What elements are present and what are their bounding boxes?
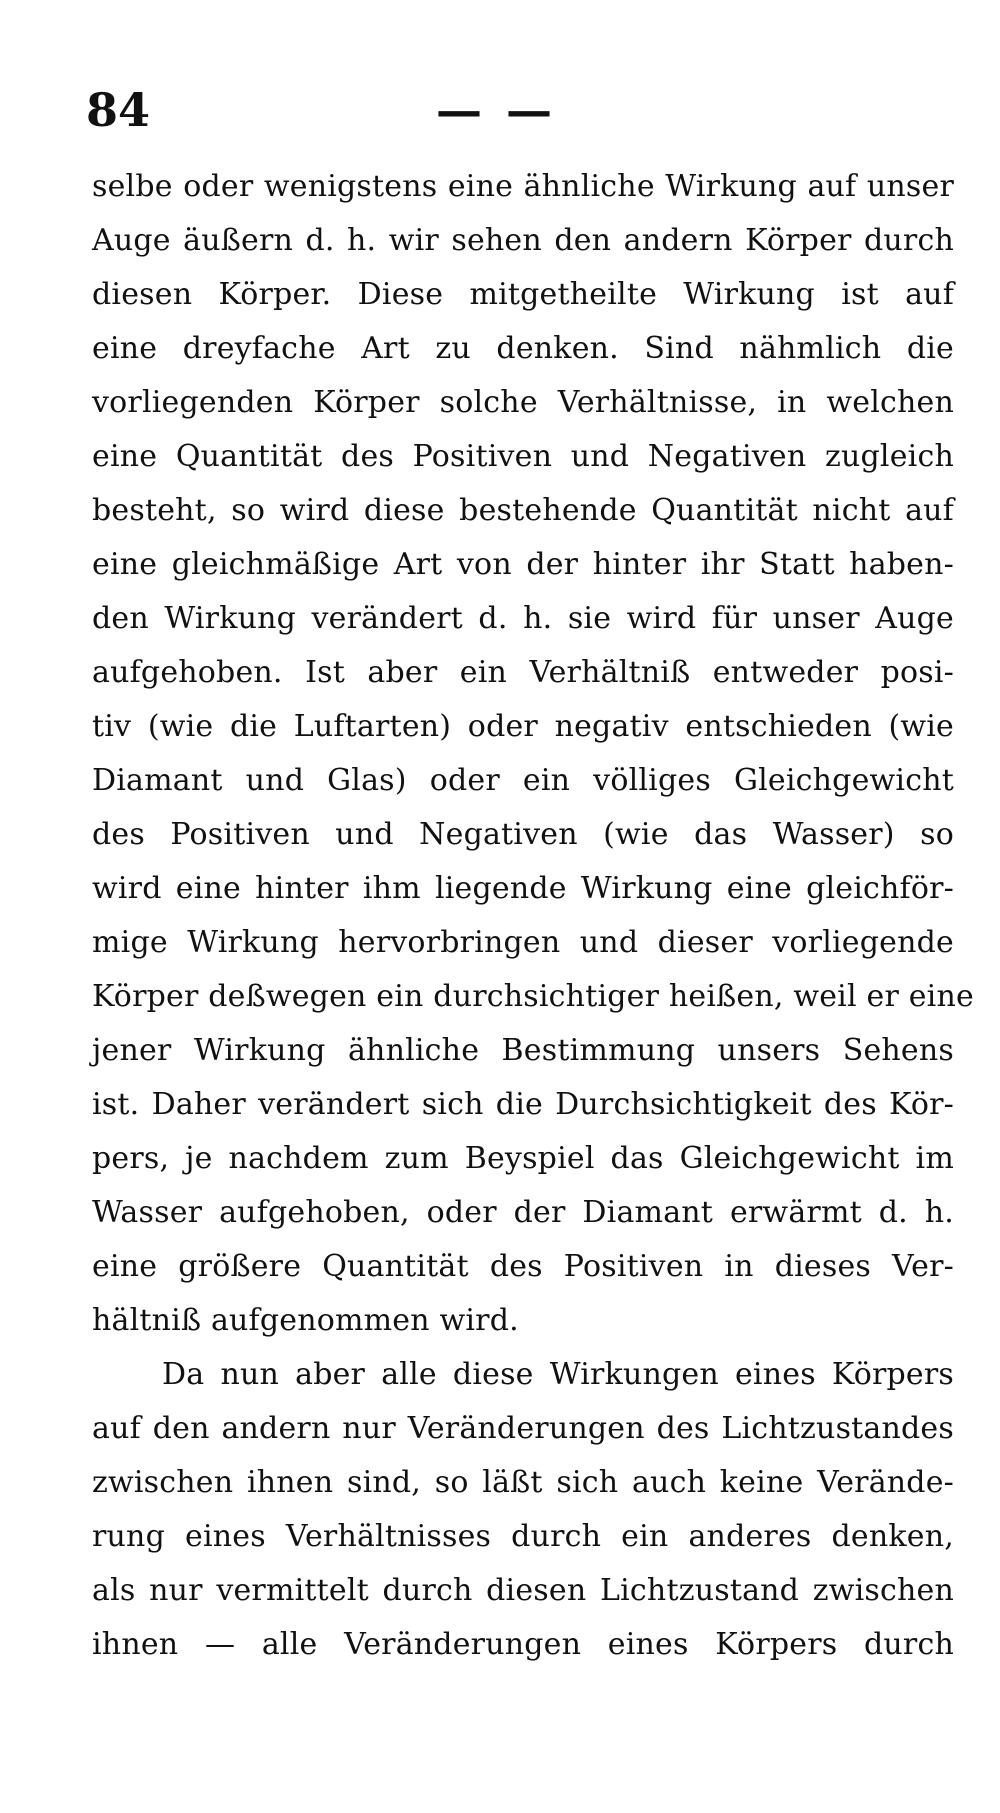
text-line: Da nun aber alle diese Wirkungen eines Körpers [162,1357,954,1392]
text-line: diesen Körper. Diese mitgetheilte Wirkung ist auf [92,277,954,312]
text-line: ist. Daher verändert sich die Durchsichtigkeit des Kör- [92,1087,954,1122]
text-line: eine dreyfache Art zu denken. Sind nähmlich die [92,331,954,366]
text-line: auf den andern nur Veränderungen des Lichtzustandes [92,1411,954,1446]
text-line: rung eines Verhältnisses durch ein anderes denken, [92,1519,954,1554]
text-line: Auge äußern d. h. wir sehen den andern Körper durch [92,223,954,258]
text-line: Wasser aufgehoben, oder der Diamant erwärmt d. h. [92,1195,954,1230]
page-number: 84 [86,83,151,137]
text-line: pers, je nachdem zum Beyspiel das Gleichgewicht im [92,1141,954,1176]
text-line: jener Wirkung ähnliche Bestimmung unsers Sehens [92,1033,954,1068]
body-text [92,160,974,1672]
text-line: aufgehoben. Ist aber ein Verhältniß entweder posi- [92,655,954,690]
text-line: ihnen — alle Veränderungen eines Körpers durch [92,1627,954,1662]
text-line: besteht, so wird diese bestehende Quantität nicht auf [92,493,954,528]
page-header [86,80,966,150]
running-head: — — [436,83,557,137]
text-line: den Wirkung verändert d. h. sie wird für unser Auge [92,601,954,636]
text-line: Körper deßwegen ein durchsichtiger heißen, weil er eine [92,979,974,1014]
text-line: eine größere Quantität des Positiven in dieses Ver- [92,1249,954,1284]
text-line: selbe oder wenigstens eine ähnliche Wirkung auf unser [92,169,954,204]
text-line: tiv (wie die Luftarten) oder negativ entschieden (wie [92,709,954,744]
text-line: als nur vermittelt durch diesen Lichtzustand zwischen [92,1573,954,1608]
text-line: hältniß aufgenommen wird. [92,1303,519,1338]
text-line: vorliegenden Körper solche Verhältnisse, in welchen [92,385,954,420]
text-line: zwischen ihnen sind, so läßt sich auch keine Verände- [92,1465,954,1500]
text-line: mige Wirkung hervorbringen und dieser vorliegende [92,925,954,960]
paragraph-2 [92,1348,954,1672]
text-line: eine Quantität des Positiven und Negativen zugleich [92,439,954,474]
text-line: Diamant und Glas) oder ein völliges Gleichgewicht [92,763,954,798]
paragraph-1 [92,160,974,1348]
text-line: wird eine hinter ihm liegende Wirkung eine gleichför- [92,871,954,906]
text-line: eine gleichmäßige Art von der hinter ihr Statt haben- [92,547,954,582]
text-line: des Positiven und Negativen (wie das Wasser) so [92,817,954,852]
